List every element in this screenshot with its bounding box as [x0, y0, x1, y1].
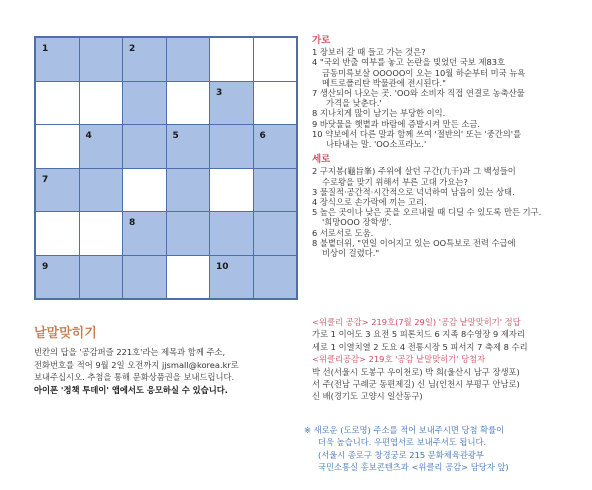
across-clue: 8 지나치게 많이 남기는 부당한 이익. — [312, 108, 446, 119]
blank-cell — [167, 256, 210, 299]
blank-cell — [210, 38, 253, 81]
grid-cell[interactable] — [167, 212, 210, 255]
section-title: 낱말맞히기 — [34, 326, 97, 341]
winner-line: 서 주(전남 구례군 동편제길) 신 님(인천시 부평구 안남로) — [312, 379, 520, 390]
grid-cell[interactable] — [80, 125, 123, 168]
grid-cell[interactable] — [36, 38, 79, 81]
blank-cell — [36, 125, 79, 168]
grid-cell[interactable] — [254, 169, 297, 212]
down-clue: 6 서로서로 도움. — [312, 227, 374, 238]
down-clue: 2 구지봉(龜旨峯) 주위에 살던 구간(九干)과 그 백성들이 — [312, 166, 516, 177]
grid-cell[interactable] — [210, 256, 253, 299]
grid-cell[interactable] — [80, 169, 123, 212]
across-clue: 7 생산되어 나오는 곳. 'OO와 소비자 직접 연결로 농축산물 — [312, 88, 525, 99]
grid-cell[interactable] — [80, 38, 123, 81]
grid-cell[interactable] — [254, 125, 297, 168]
winners-title: <위클리공감> 219호 '공감 낱말맞히기' 당첨자 — [312, 354, 486, 365]
cell-number: 7 — [42, 174, 49, 185]
instruction-line: 빈칸의 답을 '공감퍼즐 221호'라는 제목과 함께 주소, — [34, 347, 226, 357]
across-title: 가로 — [312, 35, 331, 46]
down-clue: 3 물질적·공간적·시간적으로 넉넉하여 남음이 있는 상태. — [312, 186, 515, 197]
grid-cell[interactable] — [123, 256, 166, 299]
app-notice: 아이폰 '정책 투데이' 앱에서도 응모하실 수 있습니다. — [34, 384, 228, 395]
blank-cell — [210, 169, 253, 212]
blank-cell — [36, 212, 79, 255]
cell-number: 4 — [85, 131, 92, 141]
across-clue: 가격을 낮춘다.' — [326, 98, 382, 109]
answer-title: <위클리 공감> 219호(7월 29일) '공감 낱말맞히기' 정답 — [312, 317, 521, 327]
cell-number: 8 — [129, 218, 136, 228]
across-clue: 9 바닷물을 햇볕과 바람에 증발시켜 만든 소금. — [312, 118, 481, 129]
down-clue: '희망OOO 장학생'. — [322, 217, 392, 228]
grid-cell[interactable] — [123, 82, 166, 125]
cell-number: 3 — [216, 87, 223, 98]
grid-cell[interactable] — [123, 125, 166, 168]
crossword-grid — [34, 36, 298, 300]
grid-cell[interactable] — [167, 38, 210, 81]
grid-cell[interactable] — [36, 256, 79, 299]
grid-cell[interactable] — [167, 169, 210, 212]
grid-cell[interactable] — [123, 212, 166, 255]
winner-line: 신 배(경기도 고양시 일산동구) — [312, 391, 423, 402]
grid-cell[interactable] — [80, 256, 123, 299]
winner-line: 박 선(서울시 도봉구 우이천로) 박 희(울산시 남구 장생포) — [312, 366, 520, 377]
answer-down: 세로 1 이열치열 2 도요 4 전통시장 5 피서지 7 축제 8 수리 — [312, 341, 528, 352]
grid-cell[interactable] — [167, 125, 210, 168]
notice-line: 국민소통실 홍보콘텐츠과 <위클리 공감> 담당자 앞) — [318, 462, 509, 473]
blank-cell — [254, 38, 297, 81]
notice-line: 더욱 높습니다. 우편엽서로 보내주셔도 됩니다. — [318, 437, 487, 448]
blank-cell — [123, 169, 166, 212]
cell-number: 2 — [129, 44, 136, 54]
cell-number: 9 — [42, 261, 49, 272]
down-clue: 비상이 걸렸다." — [322, 248, 380, 259]
grid-cell[interactable] — [210, 82, 253, 125]
blank-cell — [167, 82, 210, 125]
across-clue: 메트로폴리탄 박물관에 전시된다." — [322, 77, 446, 88]
grid-cell[interactable] — [123, 38, 166, 81]
down-clue: 수로왕을 맞기 위해서 부른 고대 가요는? — [322, 176, 468, 187]
cell-number: 5 — [172, 131, 179, 141]
across-clue: 10 약보에서 다른 말과 함께 쓰여 '절반의' 또는 '중간의'를 — [312, 128, 522, 139]
instruction-line: 보내주십시오. 추첨을 통해 문화상품권을 보내드립니다. — [34, 372, 235, 383]
address-notice — [304, 424, 588, 474]
across-clue: 나타내는 말. 'OO소프라노.' — [326, 139, 427, 150]
grid-cell[interactable] — [36, 169, 79, 212]
cell-number: 1 — [42, 44, 49, 54]
grid-cell[interactable] — [254, 212, 297, 255]
grid-cell[interactable] — [210, 125, 253, 168]
across-clue: 1 장보러 갈 때 들고 가는 것은? — [312, 47, 426, 58]
down-title: 세로 — [312, 154, 331, 166]
grid-cell[interactable] — [254, 256, 297, 299]
notice-line: ※ 새로운 (도로명) 주소를 적어 보내주시면 당첨 확률이 — [304, 425, 505, 435]
blank-cell — [80, 212, 123, 255]
answer-across: 가로 1 이어도 3 요전 5 피톤치드 6 지족 8수영장 9 제자리 — [312, 329, 525, 340]
blank-cell — [36, 82, 79, 125]
clues-panel — [312, 36, 588, 258]
notice-line: (서울시 종로구 창경궁로 215 문화체육관광부 — [318, 449, 484, 460]
cell-number: 10 — [216, 261, 229, 272]
grid-cell[interactable] — [210, 212, 253, 255]
blank-cell — [80, 82, 123, 125]
previous-results — [312, 316, 588, 403]
blank-cell — [254, 82, 297, 125]
down-clue: 5 높은 곳이나 낮은 곳을 오르내릴 때 디딜 수 있도록 만든 기구. — [312, 207, 542, 218]
cell-number: 6 — [259, 131, 266, 141]
entry-instructions — [34, 346, 304, 396]
down-clue: 8 불볕더위, "연일 이어지고 있는 OO특보로 전력 수급에 — [312, 237, 516, 248]
instruction-line: 전화번호를 적어 9월 2일 오전까지 jjsmall@korea.kr로 — [34, 359, 239, 370]
across-clue: 금동미륵보살 OOOOO이 오는 10월 하순부터 미국 뉴욕 — [322, 67, 526, 78]
across-clue: 4 "국외 반출 여부를 놓고 논란을 빚었던 국보 제83호 — [312, 57, 506, 68]
down-clue: 4 장식으로 손가락에 끼는 고리. — [312, 197, 427, 208]
